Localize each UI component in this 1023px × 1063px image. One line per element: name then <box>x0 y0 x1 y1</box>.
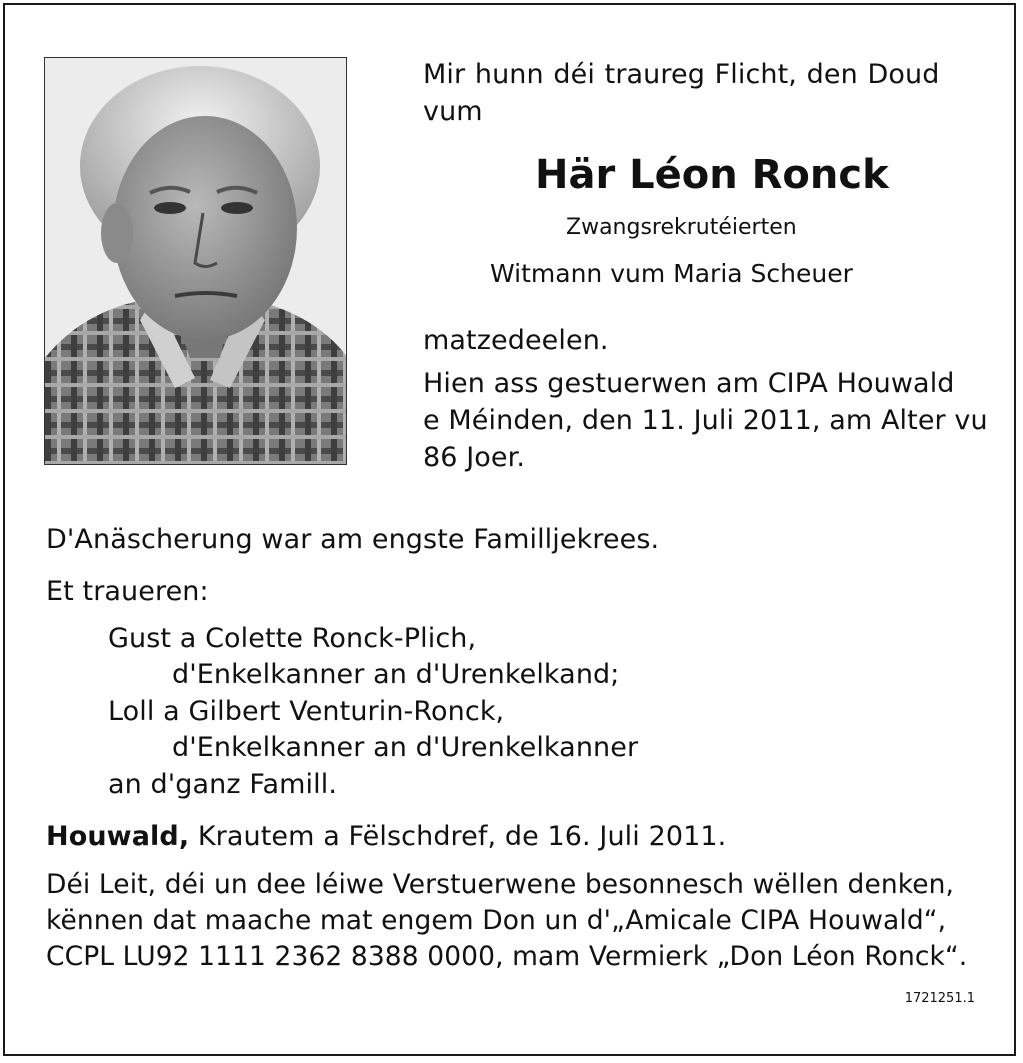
subtitle-forced-recruit: Zwangsrekrutéierten <box>566 215 797 240</box>
donation-line: kënnen dat maache mat engem Don un d'„Amicale CIPA Houwald“, <box>46 905 947 936</box>
deceased-name: Här Léon Ronck <box>535 152 889 198</box>
death-line: e Méinden, den 11. Juli 2011, am Alter vu <box>423 405 988 436</box>
portrait-photo <box>44 57 347 465</box>
mourner-line: d'Enkelkanner an d'Urenkelkanner <box>172 732 639 763</box>
portrait-image <box>45 58 347 465</box>
mourner-line: an d'ganz Famill. <box>108 769 338 800</box>
reference-number: 1721251.1 <box>904 991 975 1006</box>
intro-line-1: Mir hunn déi traureg Flicht, den Doud <box>423 59 940 90</box>
cremation-line: D'Anäscherung war am engste Familljekrees. <box>46 524 660 555</box>
place-date-line <box>46 819 726 855</box>
mourner-line: d'Enkelkanner an d'Urenkelkand; <box>172 659 620 690</box>
place-name: Houwald, <box>46 821 190 852</box>
share-line: matzedeelen. <box>423 325 609 356</box>
intro-line-2: vum <box>423 96 483 127</box>
subtitle-widower: Witmann vum Maria Scheuer <box>490 259 853 288</box>
death-line: 86 Joer. <box>423 442 526 473</box>
death-line: Hien ass gestuerwen am CIPA Houwald <box>423 368 955 399</box>
place-date: Krautem a Fëlschdref, de 16. Juli 2011. <box>197 821 727 852</box>
mourners-heading: Et traueren: <box>46 576 209 607</box>
donation-line: Déi Leit, déi un dee léiwe Verstuerwene besonnesch wëllen denken, <box>46 869 955 900</box>
mourner-line: Gust a Colette Ronck-Plich, <box>108 623 477 654</box>
mourner-line: Loll a Gilbert Venturin-Ronck, <box>108 696 505 727</box>
donation-line: CCPL LU92 1111 2362 8388 0000, mam Vermierk „Don Léon Ronck“. <box>46 941 968 972</box>
